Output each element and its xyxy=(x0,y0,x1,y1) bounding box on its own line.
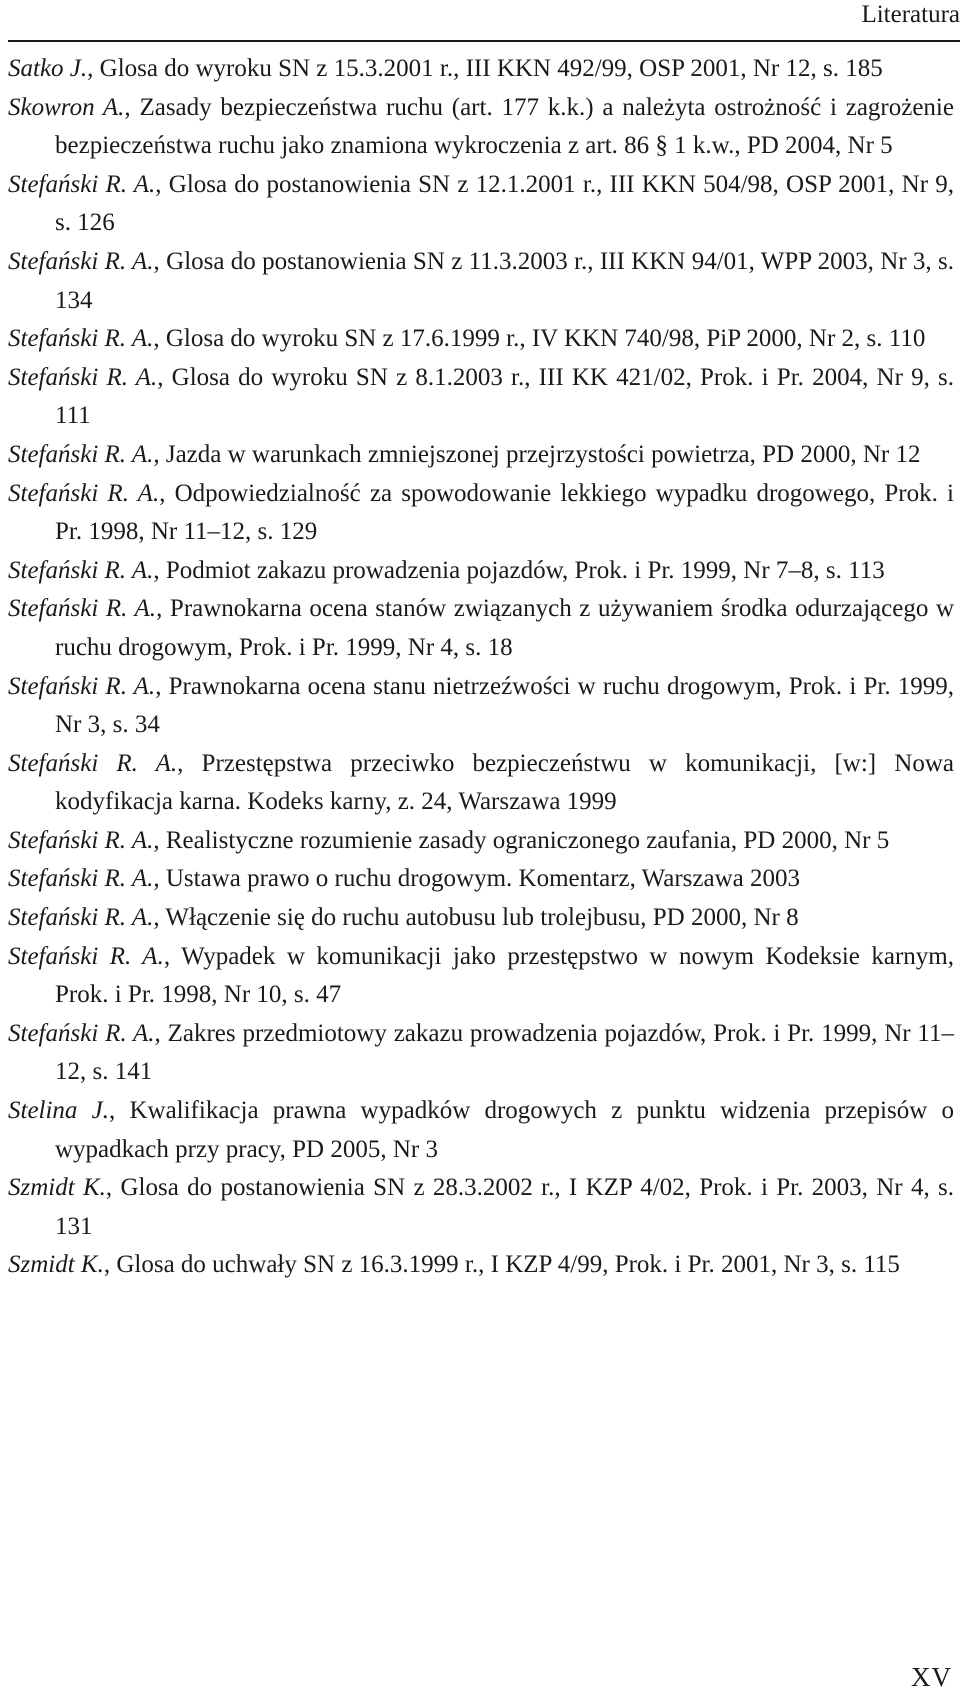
entry-author: Stefański R. A. xyxy=(8,247,154,275)
bibliography-entry xyxy=(8,50,954,89)
entry-text: , Kwalifikacja prawna wypadków drogowych z punktu widzenia przepisów o wypadkach przy pracy, PD 2005, Nr 3 xyxy=(55,1097,954,1163)
entry-author: Stefański R. A. xyxy=(8,942,164,970)
entry-text: , Włączenie się do ruchu autobusu lub trolejbusu, PD 2000, Nr 8 xyxy=(153,904,799,932)
entry-author: Stefański R. A. xyxy=(8,556,154,584)
bibliography-entry xyxy=(8,1015,954,1092)
bibliography-entry xyxy=(8,745,954,822)
bibliography-entry xyxy=(8,899,954,938)
bibliography-entry xyxy=(8,1169,954,1246)
entry-author: Stefański R. A. xyxy=(8,826,154,854)
bibliography-entry xyxy=(8,938,954,1015)
entry-author: Stefański R. A. xyxy=(8,1019,155,1047)
entry-author: Stefański R. A. xyxy=(8,363,158,391)
entry-text: , Glosa do postanowienia SN z 11.3.2003 r., III KKN 94/01, WPP 2003, Nr 3, s. 134 xyxy=(55,247,954,314)
entry-author: Stefański R. A. xyxy=(8,479,160,507)
entry-text: , Glosa do uchwały SN z 16.3.1999 r., I KZP 4/99, Prok. i Pr. 2001, Nr 3, s. 115 xyxy=(103,1251,900,1279)
entry-author: Stefański R. A. xyxy=(8,865,154,893)
entry-author: Stefański R. A. xyxy=(8,325,154,353)
header-rule xyxy=(8,40,960,42)
entry-author: Stefański R. A. xyxy=(8,170,156,198)
bibliography-entry xyxy=(8,359,954,436)
bibliography-entry xyxy=(8,590,954,667)
entry-text: , Ustawa prawo o ruchu drogowym. Komentarz, Warszawa 2003 xyxy=(153,865,801,893)
entry-text: , Prawnokarna ocena stanów związanych z używaniem środka odurzającego w ruchu drogowym, Prok. i Pr. 1999, Nr 4, s. 18 xyxy=(55,595,954,661)
entry-text: , Glosa do postanowienia SN z 12.1.2001 r., III KKN 504/98, OSP 2001, Nr 9, s. 126 xyxy=(55,170,954,237)
bibliography-list xyxy=(8,50,954,1285)
entry-author: Szmidt K. xyxy=(8,1251,104,1279)
entry-text: , Prawnokarna ocena stanu nietrzeźwości w ruchu drogowym, Prok. i Pr. 1999, Nr 3, s. 34 xyxy=(55,672,954,739)
page-number: XV xyxy=(911,1662,952,1692)
entry-author: Stelina J. xyxy=(8,1097,109,1125)
bibliography-entry xyxy=(8,89,954,166)
entry-text: , Przestępstwa przeciwko bezpieczeństwu w komunikacji, [w:] Nowa kodyfikacja karna. Kodeks karny, z. 24, Warszawa 1999 xyxy=(55,749,954,816)
entry-text: , Odpowiedzialność za spowodowanie lekkiego wypadku drogowego, Prok. i Pr. 1998, Nr 11–12, s. 129 xyxy=(55,479,954,546)
bibliography-entry xyxy=(8,668,954,745)
entry-text: , Glosa do wyroku SN z 15.3.2001 r., III KKN 492/99, OSP 2001, Nr 12, s. 185 xyxy=(87,55,883,82)
entry-author: Skowron A. xyxy=(8,93,125,121)
bibliography-entry xyxy=(8,1092,954,1169)
bibliography-entry xyxy=(8,243,954,320)
entry-text: , Podmiot zakazu prowadzenia pojazdów, Prok. i Pr. 1999, Nr 7–8, s. 113 xyxy=(153,556,885,584)
running-head: Literatura xyxy=(861,1,960,28)
bibliography-entry xyxy=(8,166,954,243)
bibliography-entry xyxy=(8,320,954,359)
entry-text: , Jazda w warunkach zmniejszonej przejrzystości powietrza, PD 2000, Nr 12 xyxy=(153,440,921,468)
bibliography-entry xyxy=(8,436,954,475)
entry-text: , Wypadek w komunikacji jako przestępstwo w nowym Kodeksie karnym, Prok. i Pr. 1998, Nr 10, s. 47 xyxy=(55,942,954,1009)
bibliography-entry xyxy=(8,822,954,861)
bibliography-entry xyxy=(8,552,954,591)
entry-text: , Zasady bezpieczeństwa ruchu (art. 177 k.k.) a należyta ostrożność i zagrożenie bezpieczeństwa ruchu jako znamiona wykroczenia z art. 86 § 1 k.w., PD 2004, Nr 5 xyxy=(55,93,954,160)
entry-text: , Glosa do postanowienia SN z 28.3.2002 r., I KZP 4/02, Prok. i Pr. 2003, Nr 4, s. 131 xyxy=(55,1174,954,1240)
entry-author: Stefański R. A. xyxy=(8,904,154,932)
entry-author: Satko J. xyxy=(8,55,88,82)
entry-text: , Glosa do wyroku SN z 17.6.1999 r., IV KKN 740/98, PiP 2000, Nr 2, s. 110 xyxy=(153,325,926,353)
entry-text: , Glosa do wyroku SN z 8.1.2003 r., III KK 421/02, Prok. i Pr. 2004, Nr 9, s. 111 xyxy=(55,363,954,430)
entry-author: Stefański R. A. xyxy=(8,749,178,777)
entry-text: , Realistyczne rozumienie zasady ograniczonego zaufania, PD 2000, Nr 5 xyxy=(153,826,890,854)
bibliography-entry xyxy=(8,475,954,552)
entry-author: Stefański R. A. xyxy=(8,440,154,468)
entry-author: Stefański R. A. xyxy=(8,595,157,623)
entry-text: , Zakres przedmiotowy zakazu prowadzenia pojazdów, Prok. i Pr. 1999, Nr 11–12, s. 141 xyxy=(55,1019,954,1086)
bibliography-entry xyxy=(8,1246,954,1285)
entry-author: Szmidt K. xyxy=(8,1174,106,1202)
bibliography-entry xyxy=(8,860,954,899)
entry-author: Stefański R. A. xyxy=(8,672,156,700)
